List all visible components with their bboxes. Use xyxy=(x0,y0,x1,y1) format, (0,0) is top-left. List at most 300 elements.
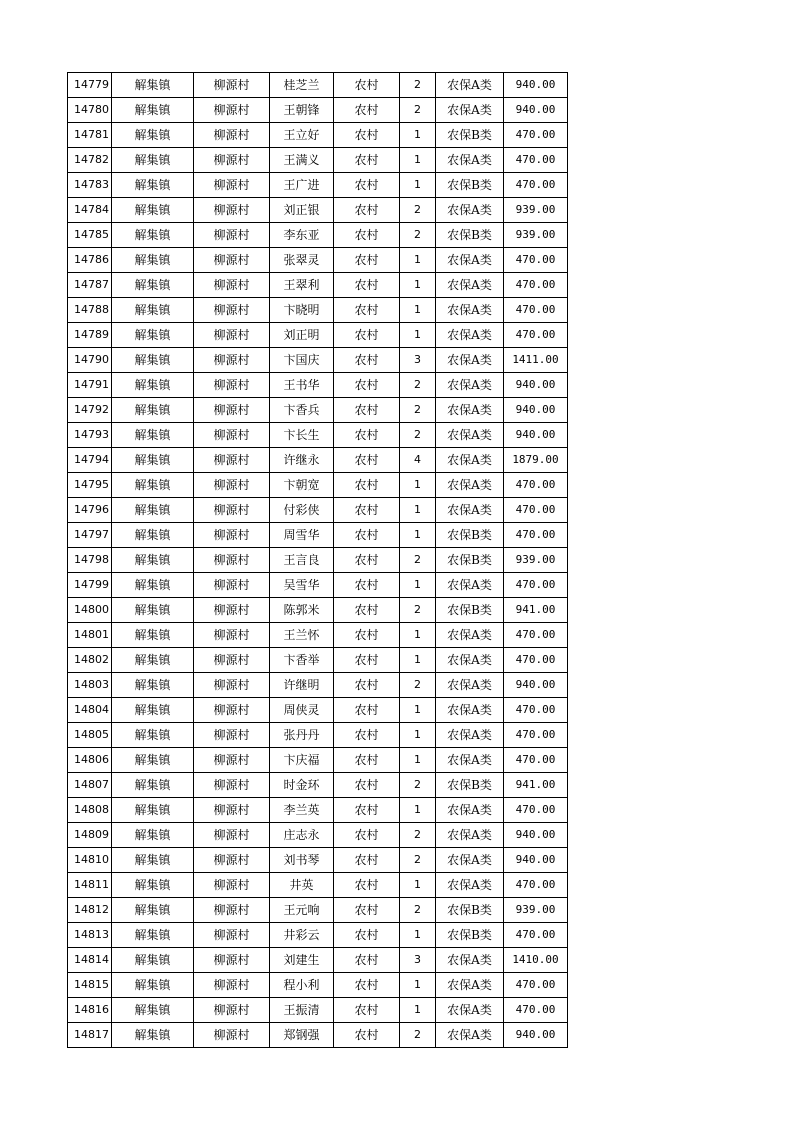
area-type-cell: 农村 xyxy=(334,948,400,973)
household-count-cell: 1 xyxy=(400,873,436,898)
household-count-cell: 2 xyxy=(400,598,436,623)
town-cell: 解集镇 xyxy=(112,698,194,723)
area-type-cell: 农村 xyxy=(334,848,400,873)
record-id-cell: 14800 xyxy=(68,598,112,623)
area-type-cell: 农村 xyxy=(334,373,400,398)
insurance-category-cell: 农保A类 xyxy=(436,648,504,673)
insurance-category-cell: 农保A类 xyxy=(436,848,504,873)
table-row xyxy=(68,548,568,573)
name-cell: 付彩侠 xyxy=(270,498,334,523)
village-cell: 柳源村 xyxy=(194,198,270,223)
amount-cell: 1410.00 xyxy=(504,948,568,973)
name-cell: 王广进 xyxy=(270,173,334,198)
area-type-cell: 农村 xyxy=(334,523,400,548)
household-count-cell: 1 xyxy=(400,998,436,1023)
village-cell: 柳源村 xyxy=(194,398,270,423)
town-cell: 解集镇 xyxy=(112,73,194,98)
area-type-cell: 农村 xyxy=(334,748,400,773)
amount-cell: 940.00 xyxy=(504,1023,568,1048)
area-type-cell: 农村 xyxy=(334,473,400,498)
town-cell: 解集镇 xyxy=(112,398,194,423)
area-type-cell: 农村 xyxy=(334,398,400,423)
insurance-category-cell: 农保A类 xyxy=(436,98,504,123)
town-cell: 解集镇 xyxy=(112,298,194,323)
village-cell: 柳源村 xyxy=(194,698,270,723)
town-cell: 解集镇 xyxy=(112,673,194,698)
area-type-cell: 农村 xyxy=(334,173,400,198)
amount-cell: 1411.00 xyxy=(504,348,568,373)
record-id-cell: 14817 xyxy=(68,1023,112,1048)
town-cell: 解集镇 xyxy=(112,948,194,973)
insurance-category-cell: 农保A类 xyxy=(436,723,504,748)
name-cell: 王翠利 xyxy=(270,273,334,298)
village-cell: 柳源村 xyxy=(194,598,270,623)
amount-cell: 470.00 xyxy=(504,998,568,1023)
amount-cell: 941.00 xyxy=(504,598,568,623)
table-row xyxy=(68,298,568,323)
name-cell: 吴雪华 xyxy=(270,573,334,598)
town-cell: 解集镇 xyxy=(112,1023,194,1048)
name-cell: 陈郭米 xyxy=(270,598,334,623)
insurance-category-cell: 农保A类 xyxy=(436,473,504,498)
insurance-category-cell: 农保B类 xyxy=(436,898,504,923)
town-cell: 解集镇 xyxy=(112,973,194,998)
household-count-cell: 1 xyxy=(400,748,436,773)
town-cell: 解集镇 xyxy=(112,898,194,923)
area-type-cell: 农村 xyxy=(334,73,400,98)
name-cell: 周侠灵 xyxy=(270,698,334,723)
amount-cell: 470.00 xyxy=(504,873,568,898)
amount-cell: 470.00 xyxy=(504,273,568,298)
village-cell: 柳源村 xyxy=(194,998,270,1023)
table-row xyxy=(68,573,568,598)
household-count-cell: 1 xyxy=(400,573,436,598)
household-count-cell: 2 xyxy=(400,823,436,848)
amount-cell: 940.00 xyxy=(504,373,568,398)
record-id-cell: 14805 xyxy=(68,723,112,748)
insurance-category-cell: 农保A类 xyxy=(436,873,504,898)
record-id-cell: 14785 xyxy=(68,223,112,248)
village-cell: 柳源村 xyxy=(194,473,270,498)
town-cell: 解集镇 xyxy=(112,923,194,948)
household-count-cell: 1 xyxy=(400,923,436,948)
area-type-cell: 农村 xyxy=(334,623,400,648)
town-cell: 解集镇 xyxy=(112,823,194,848)
amount-cell: 940.00 xyxy=(504,98,568,123)
area-type-cell: 农村 xyxy=(334,723,400,748)
insurance-category-cell: 农保A类 xyxy=(436,398,504,423)
amount-cell: 940.00 xyxy=(504,823,568,848)
table-row xyxy=(68,248,568,273)
village-cell: 柳源村 xyxy=(194,973,270,998)
area-type-cell: 农村 xyxy=(334,1023,400,1048)
table-row xyxy=(68,773,568,798)
table-row xyxy=(68,73,568,98)
town-cell: 解集镇 xyxy=(112,223,194,248)
record-id-cell: 14815 xyxy=(68,973,112,998)
amount-cell: 941.00 xyxy=(504,773,568,798)
name-cell: 王振清 xyxy=(270,998,334,1023)
record-id-cell: 14784 xyxy=(68,198,112,223)
amount-cell: 940.00 xyxy=(504,398,568,423)
town-cell: 解集镇 xyxy=(112,798,194,823)
village-cell: 柳源村 xyxy=(194,148,270,173)
record-id-cell: 14798 xyxy=(68,548,112,573)
household-count-cell: 2 xyxy=(400,373,436,398)
village-cell: 柳源村 xyxy=(194,373,270,398)
name-cell: 卞香举 xyxy=(270,648,334,673)
area-type-cell: 农村 xyxy=(334,98,400,123)
area-type-cell: 农村 xyxy=(334,698,400,723)
village-cell: 柳源村 xyxy=(194,823,270,848)
amount-cell: 470.00 xyxy=(504,148,568,173)
household-count-cell: 2 xyxy=(400,548,436,573)
household-count-cell: 1 xyxy=(400,273,436,298)
record-id-cell: 14814 xyxy=(68,948,112,973)
village-cell: 柳源村 xyxy=(194,898,270,923)
village-cell: 柳源村 xyxy=(194,223,270,248)
table-row xyxy=(68,698,568,723)
record-id-cell: 14779 xyxy=(68,73,112,98)
record-id-cell: 14793 xyxy=(68,423,112,448)
area-type-cell: 农村 xyxy=(334,898,400,923)
insurance-category-cell: 农保B类 xyxy=(436,598,504,623)
household-count-cell: 4 xyxy=(400,448,436,473)
record-id-cell: 14816 xyxy=(68,998,112,1023)
area-type-cell: 农村 xyxy=(334,998,400,1023)
household-count-cell: 1 xyxy=(400,173,436,198)
record-id-cell: 14811 xyxy=(68,873,112,898)
name-cell: 刘正明 xyxy=(270,323,334,348)
record-id-cell: 14794 xyxy=(68,448,112,473)
record-id-cell: 14791 xyxy=(68,373,112,398)
amount-cell: 470.00 xyxy=(504,973,568,998)
household-count-cell: 3 xyxy=(400,948,436,973)
record-id-cell: 14795 xyxy=(68,473,112,498)
table-row xyxy=(68,798,568,823)
amount-cell: 470.00 xyxy=(504,623,568,648)
amount-cell: 939.00 xyxy=(504,198,568,223)
town-cell: 解集镇 xyxy=(112,348,194,373)
table-row xyxy=(68,223,568,248)
town-cell: 解集镇 xyxy=(112,198,194,223)
amount-cell: 470.00 xyxy=(504,698,568,723)
table-row xyxy=(68,898,568,923)
household-count-cell: 1 xyxy=(400,523,436,548)
village-cell: 柳源村 xyxy=(194,773,270,798)
insurance-category-cell: 农保A类 xyxy=(436,823,504,848)
record-id-cell: 14780 xyxy=(68,98,112,123)
household-count-cell: 1 xyxy=(400,698,436,723)
table-row xyxy=(68,848,568,873)
amount-cell: 940.00 xyxy=(504,673,568,698)
area-type-cell: 农村 xyxy=(334,123,400,148)
area-type-cell: 农村 xyxy=(334,573,400,598)
name-cell: 时金环 xyxy=(270,773,334,798)
table-row xyxy=(68,348,568,373)
record-id-cell: 14789 xyxy=(68,323,112,348)
insurance-category-cell: 农保A类 xyxy=(436,673,504,698)
name-cell: 卞国庆 xyxy=(270,348,334,373)
insurance-category-cell: 农保A类 xyxy=(436,73,504,98)
village-cell: 柳源村 xyxy=(194,848,270,873)
record-id-cell: 14802 xyxy=(68,648,112,673)
town-cell: 解集镇 xyxy=(112,573,194,598)
town-cell: 解集镇 xyxy=(112,748,194,773)
village-cell: 柳源村 xyxy=(194,548,270,573)
area-type-cell: 农村 xyxy=(334,798,400,823)
insurance-category-cell: 农保A类 xyxy=(436,373,504,398)
table-row xyxy=(68,748,568,773)
table-row xyxy=(68,173,568,198)
record-id-cell: 14781 xyxy=(68,123,112,148)
insurance-category-cell: 农保B类 xyxy=(436,173,504,198)
name-cell: 庄志永 xyxy=(270,823,334,848)
insurance-category-cell: 农保A类 xyxy=(436,623,504,648)
area-type-cell: 农村 xyxy=(334,148,400,173)
table-row xyxy=(68,498,568,523)
household-count-cell: 2 xyxy=(400,223,436,248)
town-cell: 解集镇 xyxy=(112,273,194,298)
insurance-category-cell: 农保B类 xyxy=(436,773,504,798)
data-table xyxy=(67,72,568,1048)
record-id-cell: 14790 xyxy=(68,348,112,373)
insurance-category-cell: 农保A类 xyxy=(436,348,504,373)
household-count-cell: 2 xyxy=(400,398,436,423)
village-cell: 柳源村 xyxy=(194,123,270,148)
name-cell: 程小利 xyxy=(270,973,334,998)
amount-cell: 470.00 xyxy=(504,723,568,748)
town-cell: 解集镇 xyxy=(112,373,194,398)
table-row xyxy=(68,973,568,998)
area-type-cell: 农村 xyxy=(334,773,400,798)
town-cell: 解集镇 xyxy=(112,123,194,148)
household-count-cell: 1 xyxy=(400,323,436,348)
village-cell: 柳源村 xyxy=(194,173,270,198)
record-id-cell: 14787 xyxy=(68,273,112,298)
name-cell: 李兰英 xyxy=(270,798,334,823)
village-cell: 柳源村 xyxy=(194,73,270,98)
village-cell: 柳源村 xyxy=(194,348,270,373)
household-count-cell: 1 xyxy=(400,623,436,648)
village-cell: 柳源村 xyxy=(194,723,270,748)
household-count-cell: 1 xyxy=(400,298,436,323)
record-id-cell: 14801 xyxy=(68,623,112,648)
village-cell: 柳源村 xyxy=(194,523,270,548)
village-cell: 柳源村 xyxy=(194,573,270,598)
record-id-cell: 14808 xyxy=(68,798,112,823)
name-cell: 王立好 xyxy=(270,123,334,148)
village-cell: 柳源村 xyxy=(194,648,270,673)
table-row xyxy=(68,98,568,123)
table-row xyxy=(68,423,568,448)
town-cell: 解集镇 xyxy=(112,773,194,798)
insurance-category-cell: 农保A类 xyxy=(436,423,504,448)
village-cell: 柳源村 xyxy=(194,98,270,123)
record-id-cell: 14812 xyxy=(68,898,112,923)
name-cell: 刘正银 xyxy=(270,198,334,223)
record-id-cell: 14796 xyxy=(68,498,112,523)
household-count-cell: 2 xyxy=(400,98,436,123)
table-row xyxy=(68,623,568,648)
area-type-cell: 农村 xyxy=(334,973,400,998)
name-cell: 卞长生 xyxy=(270,423,334,448)
table-row xyxy=(68,198,568,223)
table-row xyxy=(68,273,568,298)
record-id-cell: 14788 xyxy=(68,298,112,323)
insurance-category-cell: 农保A类 xyxy=(436,798,504,823)
area-type-cell: 农村 xyxy=(334,823,400,848)
village-cell: 柳源村 xyxy=(194,323,270,348)
town-cell: 解集镇 xyxy=(112,423,194,448)
table-row xyxy=(68,873,568,898)
table-row xyxy=(68,648,568,673)
town-cell: 解集镇 xyxy=(112,998,194,1023)
insurance-category-cell: 农保A类 xyxy=(436,748,504,773)
insurance-category-cell: 农保A类 xyxy=(436,298,504,323)
amount-cell: 470.00 xyxy=(504,798,568,823)
amount-cell: 939.00 xyxy=(504,898,568,923)
table-row xyxy=(68,948,568,973)
amount-cell: 1879.00 xyxy=(504,448,568,473)
name-cell: 许继永 xyxy=(270,448,334,473)
amount-cell: 940.00 xyxy=(504,73,568,98)
table-row xyxy=(68,823,568,848)
insurance-category-cell: 农保A类 xyxy=(436,698,504,723)
town-cell: 解集镇 xyxy=(112,448,194,473)
amount-cell: 939.00 xyxy=(504,548,568,573)
town-cell: 解集镇 xyxy=(112,848,194,873)
area-type-cell: 农村 xyxy=(334,448,400,473)
name-cell: 井英 xyxy=(270,873,334,898)
table-body xyxy=(68,73,568,1048)
insurance-category-cell: 农保A类 xyxy=(436,198,504,223)
table-row xyxy=(68,723,568,748)
village-cell: 柳源村 xyxy=(194,673,270,698)
record-id-cell: 14813 xyxy=(68,923,112,948)
name-cell: 张丹丹 xyxy=(270,723,334,748)
record-id-cell: 14786 xyxy=(68,248,112,273)
town-cell: 解集镇 xyxy=(112,598,194,623)
village-cell: 柳源村 xyxy=(194,748,270,773)
household-count-cell: 1 xyxy=(400,723,436,748)
village-cell: 柳源村 xyxy=(194,423,270,448)
record-id-cell: 14799 xyxy=(68,573,112,598)
insurance-category-cell: 农保A类 xyxy=(436,573,504,598)
village-cell: 柳源村 xyxy=(194,448,270,473)
name-cell: 卞晓明 xyxy=(270,298,334,323)
town-cell: 解集镇 xyxy=(112,523,194,548)
village-cell: 柳源村 xyxy=(194,1023,270,1048)
town-cell: 解集镇 xyxy=(112,248,194,273)
household-count-cell: 2 xyxy=(400,848,436,873)
insurance-category-cell: 农保B类 xyxy=(436,923,504,948)
name-cell: 卞朝宽 xyxy=(270,473,334,498)
name-cell: 卞庆福 xyxy=(270,748,334,773)
amount-cell: 470.00 xyxy=(504,123,568,148)
town-cell: 解集镇 xyxy=(112,173,194,198)
village-cell: 柳源村 xyxy=(194,273,270,298)
name-cell: 许继明 xyxy=(270,673,334,698)
household-count-cell: 3 xyxy=(400,348,436,373)
household-count-cell: 2 xyxy=(400,773,436,798)
amount-cell: 470.00 xyxy=(504,923,568,948)
household-count-cell: 1 xyxy=(400,973,436,998)
name-cell: 周雪华 xyxy=(270,523,334,548)
record-id-cell: 14783 xyxy=(68,173,112,198)
amount-cell: 940.00 xyxy=(504,848,568,873)
town-cell: 解集镇 xyxy=(112,723,194,748)
village-cell: 柳源村 xyxy=(194,798,270,823)
table-row xyxy=(68,598,568,623)
name-cell: 桂芝兰 xyxy=(270,73,334,98)
insurance-category-cell: 农保A类 xyxy=(436,448,504,473)
area-type-cell: 农村 xyxy=(334,248,400,273)
town-cell: 解集镇 xyxy=(112,623,194,648)
amount-cell: 470.00 xyxy=(504,248,568,273)
insurance-category-cell: 农保A类 xyxy=(436,948,504,973)
name-cell: 刘建生 xyxy=(270,948,334,973)
town-cell: 解集镇 xyxy=(112,323,194,348)
name-cell: 刘书琴 xyxy=(270,848,334,873)
household-count-cell: 2 xyxy=(400,1023,436,1048)
household-count-cell: 1 xyxy=(400,498,436,523)
amount-cell: 939.00 xyxy=(504,223,568,248)
insurance-category-cell: 农保A类 xyxy=(436,998,504,1023)
name-cell: 张翠灵 xyxy=(270,248,334,273)
household-count-cell: 1 xyxy=(400,473,436,498)
table-row xyxy=(68,148,568,173)
amount-cell: 470.00 xyxy=(504,473,568,498)
table-row xyxy=(68,673,568,698)
name-cell: 王书华 xyxy=(270,373,334,398)
village-cell: 柳源村 xyxy=(194,498,270,523)
household-count-cell: 1 xyxy=(400,798,436,823)
table-row xyxy=(68,448,568,473)
insurance-category-cell: 农保A类 xyxy=(436,973,504,998)
name-cell: 卞香兵 xyxy=(270,398,334,423)
amount-cell: 470.00 xyxy=(504,498,568,523)
record-id-cell: 14810 xyxy=(68,848,112,873)
insurance-category-cell: 农保B类 xyxy=(436,523,504,548)
table-row xyxy=(68,373,568,398)
town-cell: 解集镇 xyxy=(112,473,194,498)
record-id-cell: 14797 xyxy=(68,523,112,548)
table-row xyxy=(68,1023,568,1048)
insurance-category-cell: 农保A类 xyxy=(436,1023,504,1048)
insurance-category-cell: 农保B类 xyxy=(436,548,504,573)
town-cell: 解集镇 xyxy=(112,98,194,123)
household-count-cell: 2 xyxy=(400,673,436,698)
area-type-cell: 农村 xyxy=(334,648,400,673)
name-cell: 李东亚 xyxy=(270,223,334,248)
household-count-cell: 1 xyxy=(400,148,436,173)
amount-cell: 470.00 xyxy=(504,648,568,673)
insurance-category-cell: 农保B类 xyxy=(436,123,504,148)
household-count-cell: 2 xyxy=(400,198,436,223)
table-row xyxy=(68,473,568,498)
area-type-cell: 农村 xyxy=(334,498,400,523)
amount-cell: 470.00 xyxy=(504,573,568,598)
area-type-cell: 农村 xyxy=(334,873,400,898)
table-row xyxy=(68,398,568,423)
area-type-cell: 农村 xyxy=(334,223,400,248)
area-type-cell: 农村 xyxy=(334,923,400,948)
area-type-cell: 农村 xyxy=(334,198,400,223)
insurance-category-cell: 农保A类 xyxy=(436,148,504,173)
insurance-category-cell: 农保B类 xyxy=(436,223,504,248)
area-type-cell: 农村 xyxy=(334,673,400,698)
